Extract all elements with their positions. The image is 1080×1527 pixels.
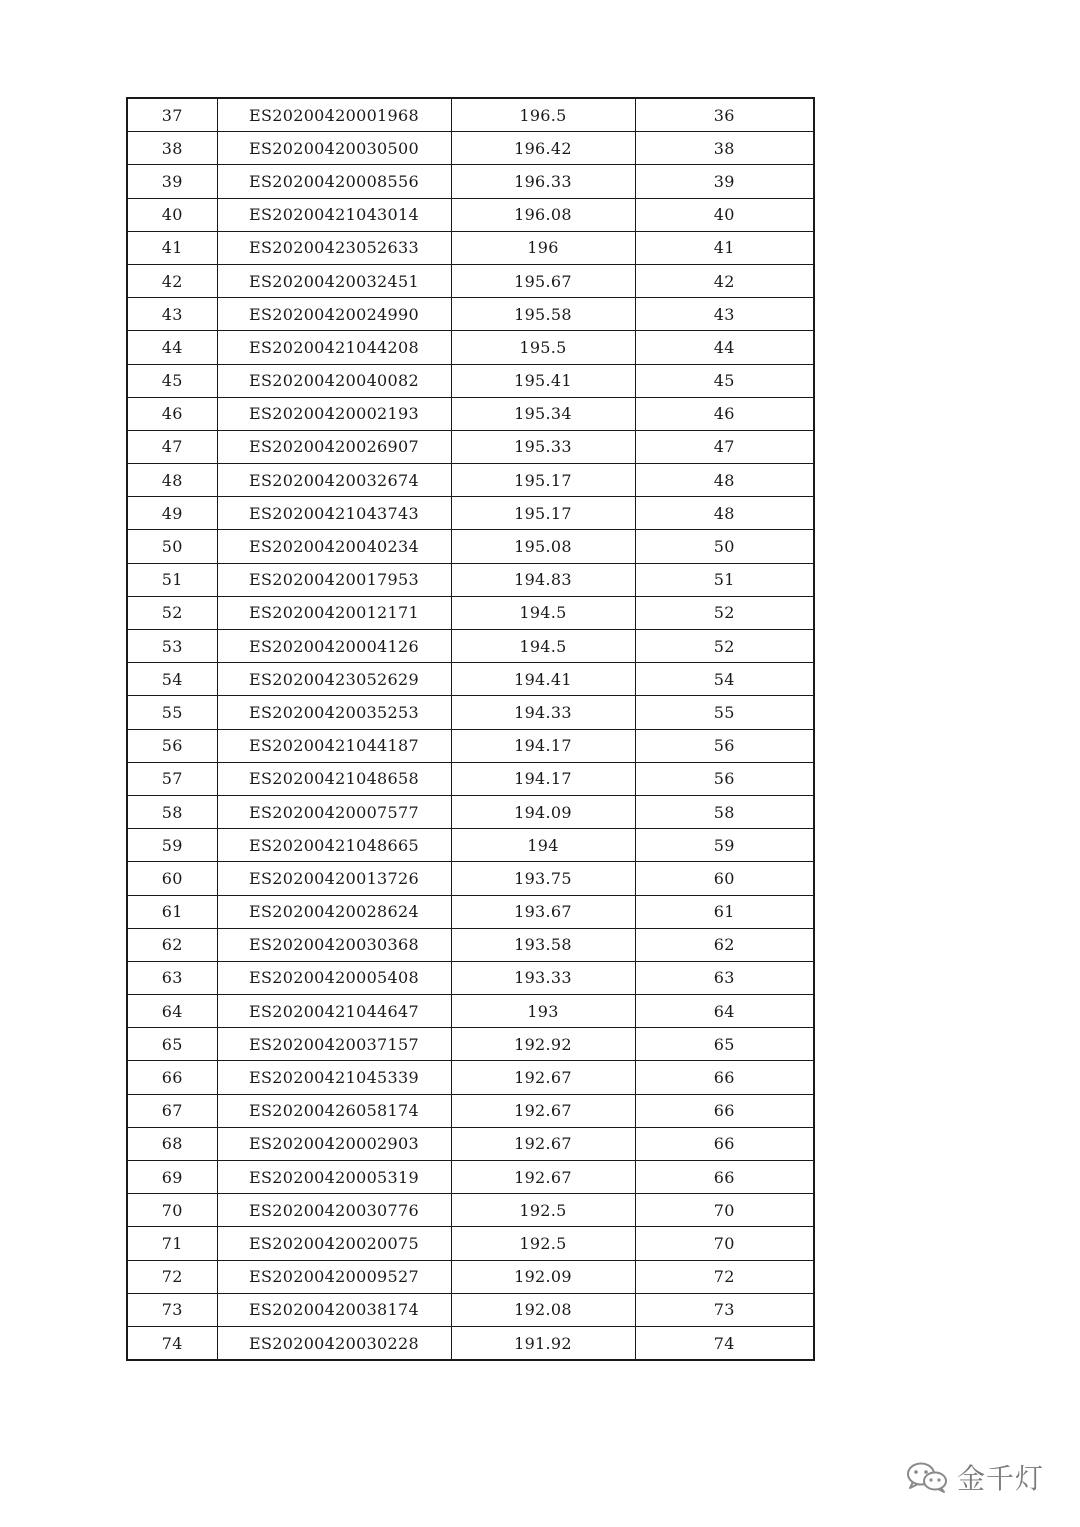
exam-id-cell: ES20200420005408: [217, 961, 451, 994]
table-row: [127, 1227, 814, 1260]
exam-id-cell: ES20200423052629: [217, 663, 451, 696]
table-row: [127, 961, 814, 994]
score-cell: 195.17: [451, 497, 635, 530]
table-row: [127, 198, 814, 231]
rank-cell: 55: [635, 696, 814, 729]
row-number-cell: 45: [127, 364, 217, 397]
score-cell: 196: [451, 231, 635, 264]
rank-cell: 43: [635, 298, 814, 331]
table-row: [127, 795, 814, 828]
exam-id-cell: ES20200421045339: [217, 1061, 451, 1094]
score-cell: 195.17: [451, 464, 635, 497]
exam-id-cell: ES20200420012171: [217, 596, 451, 629]
score-cell: 196.42: [451, 132, 635, 165]
row-number-cell: 43: [127, 298, 217, 331]
rank-cell: 59: [635, 829, 814, 862]
table-row: [127, 397, 814, 430]
row-number-cell: 65: [127, 1028, 217, 1061]
exam-id-cell: ES20200420040234: [217, 530, 451, 563]
table-row: [127, 264, 814, 297]
exam-id-cell: ES20200420028624: [217, 895, 451, 928]
rank-cell: 58: [635, 795, 814, 828]
score-cell: 194.5: [451, 630, 635, 663]
score-cell: 195.08: [451, 530, 635, 563]
row-number-cell: 68: [127, 1127, 217, 1160]
table-row: [127, 1293, 814, 1326]
row-number-cell: 72: [127, 1260, 217, 1293]
rank-cell: 74: [635, 1326, 814, 1360]
row-number-cell: 73: [127, 1293, 217, 1326]
row-number-cell: 70: [127, 1194, 217, 1227]
row-number-cell: 55: [127, 696, 217, 729]
table-row: [127, 1161, 814, 1194]
exam-id-cell: ES20200421048665: [217, 829, 451, 862]
row-number-cell: 47: [127, 430, 217, 463]
rank-cell: 42: [635, 264, 814, 297]
table-row: [127, 663, 814, 696]
rank-cell: 52: [635, 630, 814, 663]
table-row: [127, 1260, 814, 1293]
row-number-cell: 62: [127, 928, 217, 961]
score-cell: 196.33: [451, 165, 635, 198]
table-row: [127, 497, 814, 530]
table-row: [127, 829, 814, 862]
row-number-cell: 52: [127, 596, 217, 629]
row-number-cell: 39: [127, 165, 217, 198]
table-row: [127, 464, 814, 497]
rank-cell: 62: [635, 928, 814, 961]
score-cell: 192.09: [451, 1260, 635, 1293]
table-row: [127, 696, 814, 729]
row-number-cell: 67: [127, 1094, 217, 1127]
watermark-text: 金千灯: [956, 1462, 1044, 1495]
table-row: [127, 1061, 814, 1094]
exam-id-cell: ES20200420004126: [217, 630, 451, 663]
score-cell: 192.67: [451, 1094, 635, 1127]
row-number-cell: 53: [127, 630, 217, 663]
row-number-cell: 66: [127, 1061, 217, 1094]
row-number-cell: 50: [127, 530, 217, 563]
table-row: [127, 132, 814, 165]
row-number-cell: 37: [127, 98, 217, 132]
score-cell: 194.83: [451, 563, 635, 596]
rank-cell: 51: [635, 563, 814, 596]
exam-id-cell: ES20200426058174: [217, 1094, 451, 1127]
exam-id-cell: ES20200420001968: [217, 98, 451, 132]
score-cell: 195.41: [451, 364, 635, 397]
rank-cell: 47: [635, 430, 814, 463]
wechat-icon: [905, 1460, 949, 1494]
rank-cell: 56: [635, 762, 814, 795]
row-number-cell: 57: [127, 762, 217, 795]
score-cell: 194: [451, 829, 635, 862]
score-cell: 194.17: [451, 762, 635, 795]
table-row: [127, 298, 814, 331]
exam-id-cell: ES20200420040082: [217, 364, 451, 397]
score-cell: 195.58: [451, 298, 635, 331]
rank-cell: 46: [635, 397, 814, 430]
score-cell: 194.5: [451, 596, 635, 629]
rank-cell: 50: [635, 530, 814, 563]
row-number-cell: 38: [127, 132, 217, 165]
table-row: [127, 630, 814, 663]
row-number-cell: 48: [127, 464, 217, 497]
exam-id-cell: ES20200420032451: [217, 264, 451, 297]
table-row: [127, 530, 814, 563]
score-cell: 192.5: [451, 1194, 635, 1227]
exam-id-cell: ES20200420038174: [217, 1293, 451, 1326]
rank-cell: 64: [635, 995, 814, 1028]
table-row: [127, 1094, 814, 1127]
score-cell: 194.33: [451, 696, 635, 729]
rank-cell: 60: [635, 862, 814, 895]
row-number-cell: 46: [127, 397, 217, 430]
score-cell: 193.75: [451, 862, 635, 895]
row-number-cell: 42: [127, 264, 217, 297]
exam-id-cell: ES20200420005319: [217, 1161, 451, 1194]
score-cell: 191.92: [451, 1326, 635, 1360]
exam-id-cell: ES20200420030776: [217, 1194, 451, 1227]
row-number-cell: 71: [127, 1227, 217, 1260]
score-cell: 192.67: [451, 1061, 635, 1094]
exam-id-cell: ES20200420024990: [217, 298, 451, 331]
exam-id-cell: ES20200420008556: [217, 165, 451, 198]
row-number-cell: 74: [127, 1326, 217, 1360]
table-row: [127, 563, 814, 596]
row-number-cell: 59: [127, 829, 217, 862]
exam-id-cell: ES20200420030228: [217, 1326, 451, 1360]
row-number-cell: 41: [127, 231, 217, 264]
table-row: [127, 995, 814, 1028]
score-cell: 193.33: [451, 961, 635, 994]
exam-id-cell: ES20200420037157: [217, 1028, 451, 1061]
score-cell: 196.5: [451, 98, 635, 132]
table-row: [127, 1326, 814, 1360]
exam-id-cell: ES20200421044187: [217, 729, 451, 762]
exam-id-cell: ES20200423052633: [217, 231, 451, 264]
score-cell: 196.08: [451, 198, 635, 231]
row-number-cell: 40: [127, 198, 217, 231]
exam-id-cell: ES20200420020075: [217, 1227, 451, 1260]
score-cell: 192.67: [451, 1161, 635, 1194]
score-cell: 193: [451, 995, 635, 1028]
table-row: [127, 895, 814, 928]
rank-cell: 48: [635, 464, 814, 497]
exam-id-cell: ES20200421044208: [217, 331, 451, 364]
rank-cell: 66: [635, 1094, 814, 1127]
row-number-cell: 69: [127, 1161, 217, 1194]
table-row: [127, 331, 814, 364]
score-cell: 192.92: [451, 1028, 635, 1061]
table-row: [127, 364, 814, 397]
rank-cell: 52: [635, 596, 814, 629]
row-number-cell: 49: [127, 497, 217, 530]
table-row: [127, 928, 814, 961]
table-row: [127, 596, 814, 629]
row-number-cell: 44: [127, 331, 217, 364]
table-row: [127, 98, 814, 132]
rank-cell: 40: [635, 198, 814, 231]
table-row: [127, 729, 814, 762]
rank-cell: 45: [635, 364, 814, 397]
exam-id-cell: ES20200420026907: [217, 430, 451, 463]
exam-id-cell: ES20200421043743: [217, 497, 451, 530]
score-cell: 195.33: [451, 430, 635, 463]
score-cell: 195.5: [451, 331, 635, 364]
results-table-body: [127, 98, 814, 1360]
rank-cell: 56: [635, 729, 814, 762]
exam-id-cell: ES20200421043014: [217, 198, 451, 231]
rank-cell: 38: [635, 132, 814, 165]
score-cell: 195.67: [451, 264, 635, 297]
exam-id-cell: ES20200420030368: [217, 928, 451, 961]
rank-cell: 61: [635, 895, 814, 928]
rank-cell: 66: [635, 1127, 814, 1160]
rank-cell: 70: [635, 1194, 814, 1227]
exam-id-cell: ES20200421044647: [217, 995, 451, 1028]
row-number-cell: 60: [127, 862, 217, 895]
score-cell: 194.41: [451, 663, 635, 696]
table-row: [127, 762, 814, 795]
score-cell: 194.09: [451, 795, 635, 828]
exam-id-cell: ES20200420007577: [217, 795, 451, 828]
rank-cell: 36: [635, 98, 814, 132]
table-row: [127, 165, 814, 198]
score-cell: 193.58: [451, 928, 635, 961]
rank-cell: 70: [635, 1227, 814, 1260]
table-row: [127, 862, 814, 895]
row-number-cell: 51: [127, 563, 217, 596]
exam-id-cell: ES20200420030500: [217, 132, 451, 165]
exam-id-cell: ES20200420013726: [217, 862, 451, 895]
results-table: [126, 97, 815, 1361]
score-cell: 192.08: [451, 1293, 635, 1326]
exam-id-cell: ES20200420017953: [217, 563, 451, 596]
table-row: [127, 1194, 814, 1227]
score-cell: 192.5: [451, 1227, 635, 1260]
rank-cell: 41: [635, 231, 814, 264]
rank-cell: 63: [635, 961, 814, 994]
score-cell: 194.17: [451, 729, 635, 762]
rank-cell: 66: [635, 1061, 814, 1094]
rank-cell: 39: [635, 165, 814, 198]
rank-cell: 72: [635, 1260, 814, 1293]
exam-id-cell: ES20200420002193: [217, 397, 451, 430]
rank-cell: 48: [635, 497, 814, 530]
rank-cell: 54: [635, 663, 814, 696]
rank-cell: 66: [635, 1161, 814, 1194]
row-number-cell: 58: [127, 795, 217, 828]
table-row: [127, 231, 814, 264]
row-number-cell: 54: [127, 663, 217, 696]
score-cell: 193.67: [451, 895, 635, 928]
row-number-cell: 64: [127, 995, 217, 1028]
score-cell: 192.67: [451, 1127, 635, 1160]
rank-cell: 73: [635, 1293, 814, 1326]
score-cell: 195.34: [451, 397, 635, 430]
row-number-cell: 56: [127, 729, 217, 762]
exam-id-cell: ES20200420009527: [217, 1260, 451, 1293]
exam-id-cell: ES20200420032674: [217, 464, 451, 497]
exam-id-cell: ES20200420035253: [217, 696, 451, 729]
rank-cell: 44: [635, 331, 814, 364]
rank-cell: 65: [635, 1028, 814, 1061]
table-row: [127, 1028, 814, 1061]
exam-id-cell: ES20200421048658: [217, 762, 451, 795]
row-number-cell: 63: [127, 961, 217, 994]
watermark: [905, 1457, 1044, 1497]
table-row: [127, 1127, 814, 1160]
row-number-cell: 61: [127, 895, 217, 928]
table-row: [127, 430, 814, 463]
exam-id-cell: ES20200420002903: [217, 1127, 451, 1160]
